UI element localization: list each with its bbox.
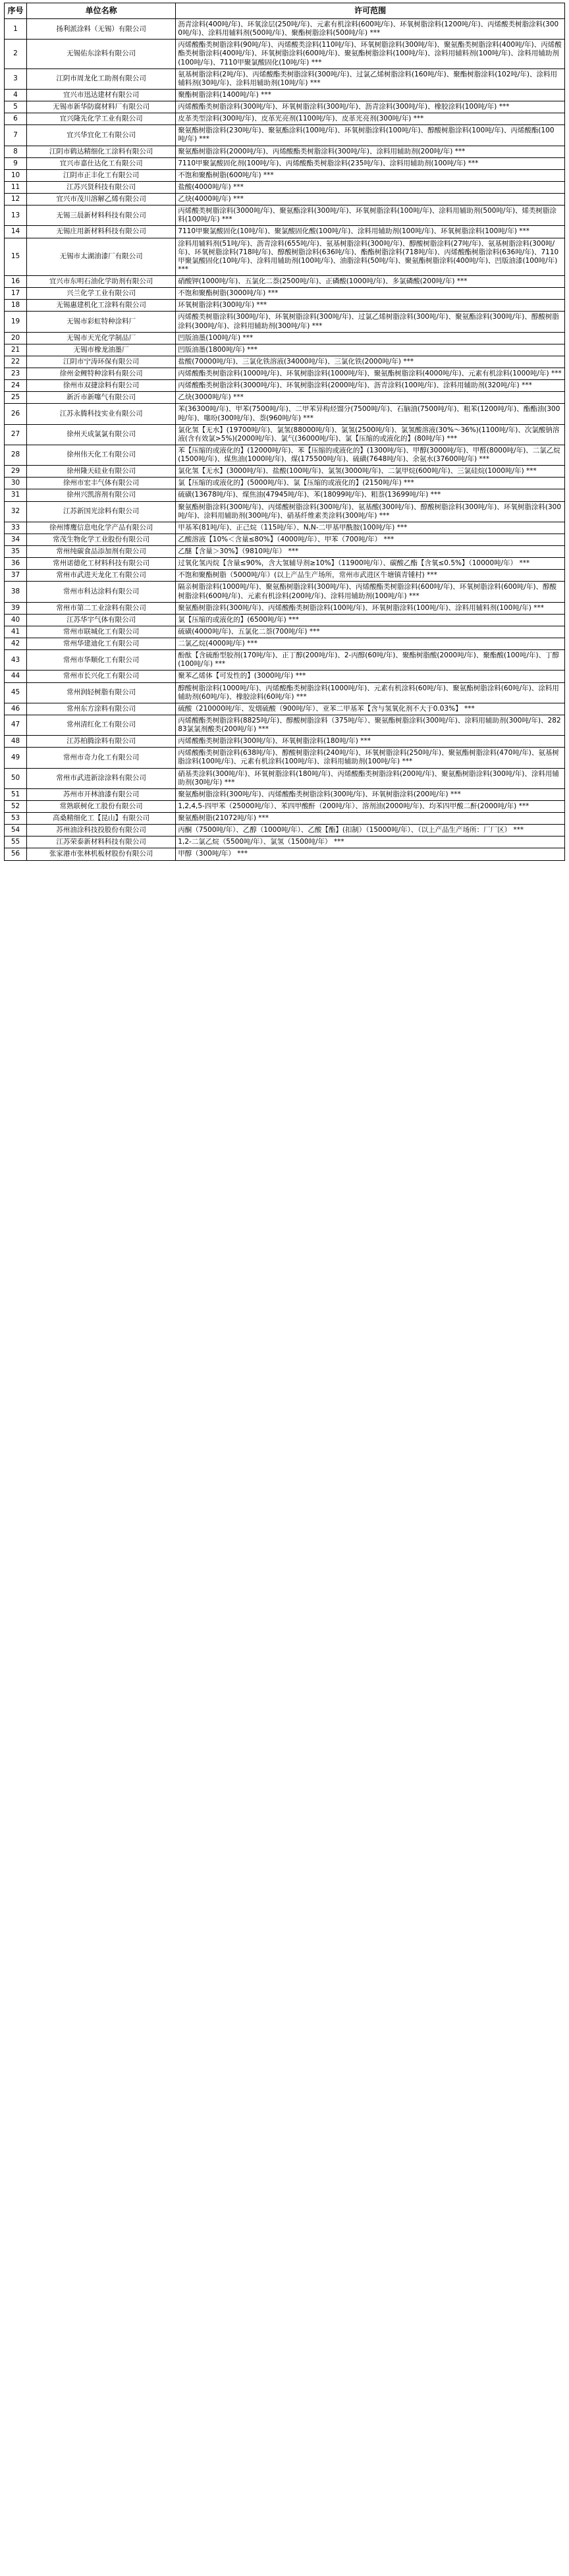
company-name: 高桑精细化工【昆山】有限公司 bbox=[27, 813, 176, 825]
permit-scope: 聚氨酯树脂涂料(300吨/年)、丙烯酸酯类树脂涂料(300吨/年)、环氧树脂涂料(200吨/年) *** bbox=[176, 788, 565, 800]
company-name: 江苏新国光涂料有限公司 bbox=[27, 501, 176, 522]
company-name: 宜兴华宜化工有限公司 bbox=[27, 125, 176, 146]
company-name: 无锡市彩虹特种涂料厂 bbox=[27, 312, 176, 332]
permit-scope: 1,2-二氯乙烷（5500吨/年）、氯氢（1500吨/年） *** bbox=[176, 836, 565, 848]
company-name: 无锡佑东涂料有限公司 bbox=[27, 40, 176, 69]
company-name: 常州润轻树脂有限公司 bbox=[27, 682, 176, 703]
permit-scope: 1,2,4,5-四甲苯（25000吨/年）、苯四甲酸酐（200吨/年）、溶剂油(2000吨/年)、均苯四甲酸二酐(2000吨/年) *** bbox=[176, 800, 565, 812]
company-name: 常州市奇力化工有限公司 bbox=[27, 748, 176, 768]
permit-scope: 丙烯酸酯类树脂涂料(3000吨/年)、环氧树脂涂料(2000吨/年)、沥青涂料(100吨/年)、涂料用辅助剂(320吨/年) *** bbox=[176, 380, 565, 392]
table-row bbox=[5, 489, 565, 501]
row-index: 41 bbox=[5, 626, 27, 638]
permit-scope: 丙烯酸酯类树脂涂料(8825吨/年)、醇酸树脂涂料（375吨/年）、聚氨酯树脂涂料(300吨/年)、涂料用辅助剂(300吨/年)、28283氯氯剂酸类(200吨/年) *** bbox=[176, 715, 565, 735]
permit-scope: 沥青涂料(400吨/年)、环氧涂层(250吨/年)、元素有机涂料(600吨/年)、环氧树脂涂料(1200吨/年)、丙烯酸类树脂涂料(3000吨/年)、涂料用辅料剂(500吨/年)、聚酯树脂涂料(500吨/年) *** bbox=[176, 19, 565, 40]
company-name: 常州华建迪化工有限公司 bbox=[27, 638, 176, 650]
row-index: 5 bbox=[5, 101, 27, 113]
table-row bbox=[5, 300, 565, 312]
row-index: 47 bbox=[5, 715, 27, 735]
company-name: 江阴市周龙化工助剂有限公司 bbox=[27, 69, 176, 89]
table-header bbox=[5, 3, 565, 19]
row-index: 35 bbox=[5, 546, 27, 558]
row-index: 22 bbox=[5, 356, 27, 368]
permit-scope: 隔亲树脂涂料(1000吨/年)、聚氨酯树脂涂料(300吨/年)、丙烯酸酯类树脂涂料(600吨/年)、环氧树脂涂料(600吨/年)、醇酸树脂涂料(600吨/年)、元素有机涂料(200吨/年)、涂料用辅助剂(100吨/年) *** bbox=[176, 582, 565, 602]
row-index: 10 bbox=[5, 169, 27, 181]
row-index: 12 bbox=[5, 194, 27, 206]
company-name: 徐州隆天硅业有限公司 bbox=[27, 466, 176, 478]
table-row bbox=[5, 226, 565, 238]
row-index: 34 bbox=[5, 534, 27, 545]
permit-scope: 甲基苯(81吨/年)、正己烷（115吨/年）、N,N-二甲基甲酰胺(100吨/年) *** bbox=[176, 522, 565, 534]
table-row bbox=[5, 181, 565, 193]
permit-scope: 丙烯酸类树脂涂料(300吨/年)、环氧树脂涂料(300吨/年)、过氯乙烯树脂涂料(300吨/年)、聚氨酯涂料(300吨/年)、醇酸树脂涂料(300吨/年)、涂料用辅助剂(300吨/年) *** bbox=[176, 312, 565, 332]
permit-scope: 硫磺(4000吨/年)、五氯化二萘(700吨/年) *** bbox=[176, 626, 565, 638]
permit-table bbox=[4, 3, 565, 861]
table-row bbox=[5, 788, 565, 800]
table-row bbox=[5, 800, 565, 812]
row-index: 3 bbox=[5, 69, 27, 89]
company-name: 无锡市太湖油漆厂有限公司 bbox=[27, 238, 176, 276]
table-row bbox=[5, 404, 565, 424]
row-index: 39 bbox=[5, 602, 27, 614]
permit-scope: 皮革类型涂料(300吨/年)、皮革光亮剂(1100吨/年)、皮革光亮剂(300吨/年) *** bbox=[176, 113, 565, 125]
permit-scope: 硫磺(13678吨/年)、煤焦油(47945吨/年)、苯(18099吨/年)、粗萘(13699吨/年) *** bbox=[176, 489, 565, 501]
permit-scope: 苯(36300吨/年)、甲苯(7500吨/年)、二甲苯异构烃馏分(7500吨/年)、石脑油(7500吨/年)、粗苯(1200吨/年)、酯酯油(300吨/年)、噻吩(300吨/年)、萘(960吨/年) *** bbox=[176, 404, 565, 424]
row-index: 20 bbox=[5, 332, 27, 344]
table-row bbox=[5, 650, 565, 671]
permit-scope: 苯【压缩的或液化的】(12000吨/年)、苯【压缩的或液化的】(1300吨/年)、甲醇(3000吨/年)、甲醛(8000吨/年)、二氯乙烷(1500吨/年)、煤焦油(1000吨/年)、煤(175500吨/年)、硫磺(7648吨/年)、余氨水(37600吨/年) *** bbox=[176, 445, 565, 465]
row-index: 30 bbox=[5, 478, 27, 489]
permit-scope: 涂料用辅料剂(51吨/年)、沥青涂料(655吨/年)、氨基树脂涂料(300吨/年)、醇酸树脂涂料(27吨/年)、氨基树脂涂料(300吨/年)、环氧树脂涂料(718吨/年)、醇酸树脂涂料(636吨/年)、酯酯树脂涂料(718吨/年)、丙烯酸酯树脂涂料(636吨/年)、7110甲聚氯酸固化(10吨/年)、涂料用辅助剂(100吨/年)、油脂涂料(50吨/年)、聚氨酯树脂涂料(400吨/年)、凹版油漆(100吨/年) *** bbox=[176, 238, 565, 276]
row-index: 9 bbox=[5, 157, 27, 169]
table-row bbox=[5, 332, 565, 344]
table-row bbox=[5, 478, 565, 489]
table-row bbox=[5, 614, 565, 626]
company-name: 常茂生物化学工业股份有限公司 bbox=[27, 534, 176, 545]
company-name: 无锡市新华防腐材料厂有限公司 bbox=[27, 101, 176, 113]
permit-scope: 甲醇（300吨/年） *** bbox=[176, 848, 565, 860]
row-index: 52 bbox=[5, 800, 27, 812]
row-index: 11 bbox=[5, 181, 27, 193]
row-index: 32 bbox=[5, 501, 27, 522]
company-name: 常州市第二工业涂料有限公司 bbox=[27, 602, 176, 614]
row-index: 40 bbox=[5, 614, 27, 626]
permit-scope: 氯化氢【无水】(19700吨/年)、氯氢(88000吨/年)、氯氢(2500吨/年)、氯氢酸溶液(30%～36%)(1100吨/年)、次氯酸钠溶液(含有效氯>5%)(2000吨/年)、氯气(36000吨/年)、氯【压缩的或液化的】(80吨/年) *** bbox=[176, 424, 565, 445]
row-index: 21 bbox=[5, 344, 27, 356]
permit-scope: 凹版油墨(100吨/年) *** bbox=[176, 332, 565, 344]
company-name: 江阴市宁涛环保有限公司 bbox=[27, 356, 176, 368]
company-name: 宜兴市嘉仕达化工有限公司 bbox=[27, 157, 176, 169]
table-row bbox=[5, 113, 565, 125]
row-index: 45 bbox=[5, 682, 27, 703]
permit-scope: 丙烯酸酯类树脂涂料(638吨/年)、醇酸树脂涂料(240吨/年)、环氧树脂涂料(250吨/年)、聚氨酯树脂涂料(470吨/年)、氨基树脂涂料(100吨/年)、元素有机涂料(100吨/年)、涂料用辅助剂(100吨/年) *** bbox=[176, 748, 565, 768]
row-index: 29 bbox=[5, 466, 27, 478]
row-index: 16 bbox=[5, 276, 27, 288]
permit-scope: 硝基类涂料(300吨/年)、环氧树脂涂料(180吨/年)、丙烯酸酯类树脂涂料(200吨/年)、聚氨酯树脂涂料(300吨/年)、涂料用辅助剂(30吨/年) *** bbox=[176, 768, 565, 788]
table-row bbox=[5, 445, 565, 465]
company-name: 常州纯碳食品添加剂有限公司 bbox=[27, 546, 176, 558]
row-index: 38 bbox=[5, 582, 27, 602]
column-header-scope: 许可范围 bbox=[176, 3, 565, 19]
permit-scope: 聚氨酯树脂涂料(300吨/年)、丙烯酸酯类树脂涂料(100吨/年)、环氧树脂涂料(100吨/年)、涂料用辅料剂(100吨/年) *** bbox=[176, 602, 565, 614]
table-row bbox=[5, 671, 565, 682]
row-index: 50 bbox=[5, 768, 27, 788]
table-row bbox=[5, 748, 565, 768]
table-row bbox=[5, 392, 565, 404]
table-row bbox=[5, 424, 565, 445]
company-name: 常州市武进天龙化工有限公司 bbox=[27, 570, 176, 582]
company-name: 苏州市开林油漆有限公司 bbox=[27, 788, 176, 800]
permit-scope: 7110甲聚氯酸固化(10吨/年)、聚氯酸固化酸(100吨/年)、涂料用辅助剂(100吨/年)、环氧树脂涂料(100吨/年) *** bbox=[176, 226, 565, 238]
table-row bbox=[5, 194, 565, 206]
row-index: 26 bbox=[5, 404, 27, 424]
permit-scope: 氨基树脂涂料(2吨/年)、丙烯酸酯类树脂涂料(300吨/年)、过氯乙烯树脂涂料(160吨/年)、聚酯树脂涂料(102吨/年)、涂料用辅料剂(30吨/年)、涂料用辅助剂(10吨/年) *** bbox=[176, 69, 565, 89]
row-index: 25 bbox=[5, 392, 27, 404]
company-name: 江阴市正丰化工有限公司 bbox=[27, 169, 176, 181]
table-row bbox=[5, 768, 565, 788]
table-row bbox=[5, 703, 565, 715]
permit-scope: 7110甲聚氯酸固化剂(100吨/年)、丙烯酸酯类树脂涂料(235吨/年)、涂料用辅助剂(100吨/年) *** bbox=[176, 157, 565, 169]
company-name: 徐州市宏丰气体有限公司 bbox=[27, 478, 176, 489]
permit-scope: 乙炔(4000吨/年) *** bbox=[176, 194, 565, 206]
company-name: 宜兴市东明石油化学助剂有限公司 bbox=[27, 276, 176, 288]
row-index: 46 bbox=[5, 703, 27, 715]
company-name: 徐州金鲤特种涂料有限公司 bbox=[27, 368, 176, 380]
permit-scope: 环氧树脂涂料(300吨/年) *** bbox=[176, 300, 565, 312]
table-row bbox=[5, 312, 565, 332]
row-index: 8 bbox=[5, 146, 27, 157]
table-row bbox=[5, 570, 565, 582]
table-row bbox=[5, 276, 565, 288]
company-name: 宜兴市茂川溶解乙烯有限公司 bbox=[27, 194, 176, 206]
row-index: 7 bbox=[5, 125, 27, 146]
row-index: 31 bbox=[5, 489, 27, 501]
company-name: 徐州兴凯溶剂有限公司 bbox=[27, 489, 176, 501]
table-row bbox=[5, 825, 565, 836]
permit-scope: 酚酞【含硫酚型胶剂(170吨/年)、正丁醇(200吨/年)、2-丙醇(60吨/年)、聚酯树脂酸(2000吨/年)、聚酯酸(100吨/年)、丁醇(100吨/年) *** bbox=[176, 650, 565, 671]
permit-scope: 丙烯酸酯类树脂涂料(300吨/年)、环氧树脂涂料(300吨/年)、沥青涂料(300吨/年)、橡胶涂料(100吨/年) *** bbox=[176, 101, 565, 113]
company-name: 苏州油涂科技投股份有限公司 bbox=[27, 825, 176, 836]
table-row bbox=[5, 848, 565, 860]
permit-scope: 丙烯酸酯类树脂涂料(90吨/年)、丙烯酸类涂料(110吨/年)、环氧树脂涂料(300吨/年)、聚氨酯类树脂涂料(400吨/年)、丙烯酸酯类树脂涂料(400吨/年)、环氧树脂涂料(600吨/年)、聚氨酯树脂涂料(100吨/年)、涂料用辅料剂(100吨/年)、涂料用辅助剂(100吨/年)、7110甲聚氯酸固化(10吨/年) *** bbox=[176, 40, 565, 69]
company-name: 常州清红化工有限公司 bbox=[27, 715, 176, 735]
column-header-name: 单位名称 bbox=[27, 3, 176, 19]
table-row bbox=[5, 368, 565, 380]
row-index: 4 bbox=[5, 89, 27, 101]
table-body bbox=[5, 19, 565, 861]
row-index: 42 bbox=[5, 638, 27, 650]
table-row bbox=[5, 40, 565, 69]
row-index: 27 bbox=[5, 424, 27, 445]
permit-scope: 不饱和聚酯树脂(3000吨/年) *** bbox=[176, 288, 565, 300]
permit-scope: 乙炔(3000吨/年) *** bbox=[176, 392, 565, 404]
row-index: 43 bbox=[5, 650, 27, 671]
table-row bbox=[5, 146, 565, 157]
table-row bbox=[5, 582, 565, 602]
company-name: 无锡三晨新材料科技有限公司 bbox=[27, 206, 176, 226]
table-row bbox=[5, 501, 565, 522]
permit-scope: 凹版油墨(1800吨/年) *** bbox=[176, 344, 565, 356]
company-name: 张家港市张林机板材股份有限公司 bbox=[27, 848, 176, 860]
row-index: 2 bbox=[5, 40, 27, 69]
permit-scope: 盐酸(70000吨/年)、三氯化铁溶液(34000吨/年)、三氯化铁(2000吨/年) *** bbox=[176, 356, 565, 368]
table-row bbox=[5, 466, 565, 478]
company-name: 徐州伟天化工有限公司 bbox=[27, 445, 176, 465]
permit-scope: 不饱和聚酯树脂(600吨/年) *** bbox=[176, 169, 565, 181]
permit-scope: 不饱和聚酯树脂（5000吨/年）(以上产品生产场所，常州市武进区牛塘镇青锺村) *** bbox=[176, 570, 565, 582]
table-row bbox=[5, 238, 565, 276]
company-name: 徐州博鹰信息电化学产品有限公司 bbox=[27, 522, 176, 534]
table-row bbox=[5, 89, 565, 101]
company-name: 常熟联树化工股份有限公司 bbox=[27, 800, 176, 812]
row-index: 17 bbox=[5, 288, 27, 300]
table-row bbox=[5, 157, 565, 169]
permit-scope: 硝酸钾(1000吨/年)、五氯化二萘(2500吨/年)、正磷酸(1000吨/年)、多氯磷酸(200吨/年) *** bbox=[176, 276, 565, 288]
row-index: 1 bbox=[5, 19, 27, 40]
company-name: 无锡惠建机化工涂料有限公司 bbox=[27, 300, 176, 312]
row-index: 55 bbox=[5, 836, 27, 848]
company-name: 江苏华宇气体有限公司 bbox=[27, 614, 176, 626]
table-row bbox=[5, 626, 565, 638]
table-row bbox=[5, 638, 565, 650]
row-index: 19 bbox=[5, 312, 27, 332]
row-index: 54 bbox=[5, 825, 27, 836]
row-index: 6 bbox=[5, 113, 27, 125]
row-index: 13 bbox=[5, 206, 27, 226]
company-name: 常州市华顺化工有限公司 bbox=[27, 650, 176, 671]
table-row bbox=[5, 169, 565, 181]
table-header-row bbox=[5, 3, 565, 19]
company-name: 江阴市鹤达精细化工涂料有限公司 bbox=[27, 146, 176, 157]
company-name: 无锡市橡龙油墨厂 bbox=[27, 344, 176, 356]
company-name: 兴兰化学工业有限公司 bbox=[27, 288, 176, 300]
row-index: 28 bbox=[5, 445, 27, 465]
company-name: 无锡市天光化学制品厂 bbox=[27, 332, 176, 344]
company-name: 江苏荣泰新材料科技有限公司 bbox=[27, 836, 176, 848]
table-row bbox=[5, 380, 565, 392]
permit-scope: 醇酸树脂涂料(1000吨/年)、丙烯酸酯类树脂涂料(1000吨/年)、元素有机涂料(60吨/年)、聚氨酯树脂涂料(60吨/年)、涂料用辅助剂(60吨/年)、橡胶涂料(60吨/年) *** bbox=[176, 682, 565, 703]
permit-scope: 硫酸（210000吨/年、发烟硫酸（900吨/年）、亚苯二甲基苯【含与氢氧化剂不大于0.03%】 *** bbox=[176, 703, 565, 715]
table-row bbox=[5, 602, 565, 614]
table-row bbox=[5, 125, 565, 146]
permit-scope: 氯【压缩的或液化的】(6500吨/年) *** bbox=[176, 614, 565, 626]
company-name: 徐州天成氯氯有限公司 bbox=[27, 424, 176, 445]
row-index: 48 bbox=[5, 736, 27, 748]
permit-scope: 氯化氢【无水】(3000吨/年)、盐酸(100吨/年)、氯氢(3000吨/年)、二氯甲烷(600吨/年)、三氯硅烷(1000吨/年) *** bbox=[176, 466, 565, 478]
table-row bbox=[5, 101, 565, 113]
row-index: 49 bbox=[5, 748, 27, 768]
permit-scope: 盐酸(4000吨/年) *** bbox=[176, 181, 565, 193]
row-index: 56 bbox=[5, 848, 27, 860]
table-row bbox=[5, 344, 565, 356]
permit-scope: 乙醚【含量＞30%】（9810吨/年） *** bbox=[176, 546, 565, 558]
company-name: 江苏兴贤科技有限公司 bbox=[27, 181, 176, 193]
permit-scope: 聚氨酯树脂涂料(2000吨/年)、丙烯酸酯类树脂涂料(300吨/年)、涂料用辅助剂(200吨/年) *** bbox=[176, 146, 565, 157]
permit-scope: 聚氨酯树脂涂料(300吨/年)、丙烯酸树脂涂料(300吨/年)、氨基酸(300吨/年)、醇酸树脂涂料(300吨/年)、环氧树脂涂料(300吨/年)、涂料用辅助剂(300吨/年)、硝基纤维素类涂料(300吨/年) *** bbox=[176, 501, 565, 522]
permit-scope: 丙烯酸类树脂涂料(3000吨/年)、聚氨酯涂料(300吨/年)、环氧树脂涂料(100吨/年)、涂料用辅助剂(500吨/年)、烯类树脂涂料(100吨/年) *** bbox=[176, 206, 565, 226]
company-name: 江苏永腾科技实业有限公司 bbox=[27, 404, 176, 424]
row-index: 37 bbox=[5, 570, 27, 582]
company-name: 常州市长兴化工有限公司 bbox=[27, 671, 176, 682]
table-row bbox=[5, 715, 565, 735]
row-index: 15 bbox=[5, 238, 27, 276]
company-name: 常州市武进新涂涂料有限公司 bbox=[27, 768, 176, 788]
row-index: 23 bbox=[5, 368, 27, 380]
permit-scope: 聚酯树脂涂料(1400吨/年) *** bbox=[176, 89, 565, 101]
permit-scope: 乙酸溶液【10%＜含量≤80%】（4000吨/年）、甲苯（700吨/年） *** bbox=[176, 534, 565, 545]
permit-scope: 丙烯酸酯类树脂涂料(1000吨/年)、环氧树脂涂料(1000吨/年)、聚氨酯树脂涂料(4000吨/年)、元素有机涂料(1000吨/年) *** bbox=[176, 368, 565, 380]
company-name: 常州诺德化工材料科技有限公司 bbox=[27, 558, 176, 570]
table-row bbox=[5, 558, 565, 570]
table-row bbox=[5, 206, 565, 226]
table-row bbox=[5, 522, 565, 534]
permit-scope: 聚氨酯树脂涂料(230吨/年)、聚氨酯涂料(100吨/年)、环氧树脂涂料(100吨/年)、醇酸树脂涂料(100吨/年)、丙烯酸酯(100吨/年) *** bbox=[176, 125, 565, 146]
company-name: 江苏柏腾涂料有限公司 bbox=[27, 736, 176, 748]
company-name: 扬利派涂料（无锡）有限公司 bbox=[27, 19, 176, 40]
row-index: 14 bbox=[5, 226, 27, 238]
company-name: 常州市联城化工有限公司 bbox=[27, 626, 176, 638]
row-index: 36 bbox=[5, 558, 27, 570]
company-name: 新沂市新噻气有限公司 bbox=[27, 392, 176, 404]
row-index: 53 bbox=[5, 813, 27, 825]
permit-scope: 过氧化氢丙烷【含量≤90%，含大氢辅导剂≥10%】（11900吨/年）、碳酸乙酯【含氧≤0.5%】（10000吨/年） *** bbox=[176, 558, 565, 570]
column-header-no: 序号 bbox=[5, 3, 27, 19]
permit-list-page bbox=[0, 0, 569, 867]
company-name: 宜兴隆先化学工业有限公司 bbox=[27, 113, 176, 125]
table-row bbox=[5, 19, 565, 40]
permit-scope: 丙酮（7500吨/年）、乙醇（1000吨/年）、乙酸【酯】(扣制）（15000吨/年）、（以上产品生产场所：厂厂区） *** bbox=[176, 825, 565, 836]
table-row bbox=[5, 836, 565, 848]
row-index: 18 bbox=[5, 300, 27, 312]
permit-scope: 聚苯乙烯体【可发性的】(3000吨/年) *** bbox=[176, 671, 565, 682]
table-row bbox=[5, 356, 565, 368]
row-index: 44 bbox=[5, 671, 27, 682]
table-row bbox=[5, 736, 565, 748]
permit-scope: 二氯乙烷(4000吨/年) *** bbox=[176, 638, 565, 650]
table-row bbox=[5, 534, 565, 545]
permit-scope: 聚氨酯树脂(21072吨/年) *** bbox=[176, 813, 565, 825]
row-index: 24 bbox=[5, 380, 27, 392]
table-row bbox=[5, 288, 565, 300]
company-name: 宜兴市迅达建材有限公司 bbox=[27, 89, 176, 101]
table-row bbox=[5, 546, 565, 558]
company-name: 常州东方涂料有限公司 bbox=[27, 703, 176, 715]
table-row bbox=[5, 813, 565, 825]
permit-scope: 氯【压缩的或液化的】(5000吨/年)、氯【压缩的或液化的】(2150吨/年) *** bbox=[176, 478, 565, 489]
company-name: 徐州市双捷涂料有限公司 bbox=[27, 380, 176, 392]
company-name: 常州市科达涂料有限公司 bbox=[27, 582, 176, 602]
company-name: 无锡庄用新材料科技有限公司 bbox=[27, 226, 176, 238]
row-index: 51 bbox=[5, 788, 27, 800]
row-index: 33 bbox=[5, 522, 27, 534]
table-row bbox=[5, 682, 565, 703]
table-row bbox=[5, 69, 565, 89]
permit-scope: 丙烯酸酯类树脂涂料(300吨/年)、环氧树脂涂料(180吨/年) *** bbox=[176, 736, 565, 748]
